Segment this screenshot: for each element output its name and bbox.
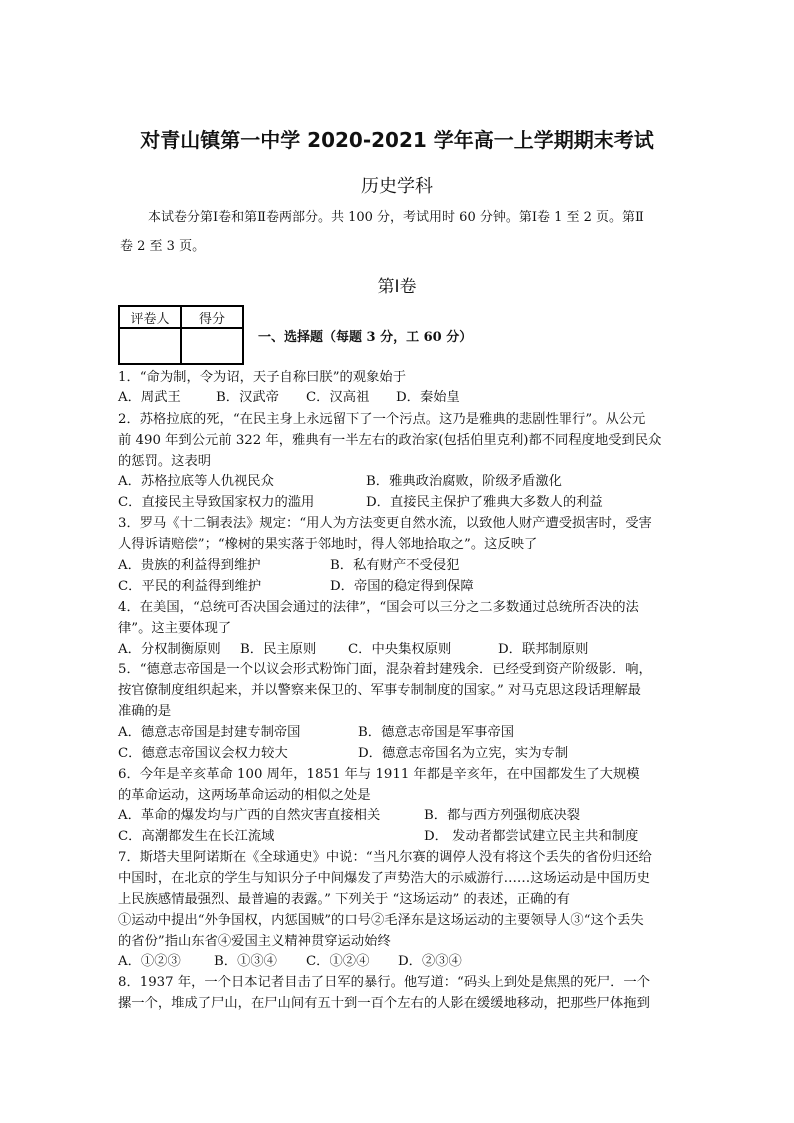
option-b: B．汉武帝 bbox=[216, 390, 279, 405]
option-d: D．联邦制原则 bbox=[498, 642, 589, 657]
question-line: 4．在美国，“总统可否决国会通过的法律”，“国会可以三分之二多数通过总统所否决的法 bbox=[118, 600, 639, 615]
option-a: A．德意志帝国是封建专制帝国 bbox=[118, 725, 301, 740]
option-c: C．平民的利益得到维护 bbox=[118, 579, 262, 594]
option-d: D．秦始皇 bbox=[396, 390, 460, 405]
option-a: A．分权制衡原则 bbox=[118, 642, 221, 657]
option-a: A．革命的爆发均与广西的自然灾害直接相关 bbox=[118, 808, 381, 823]
option-b: B．德意志帝国是军事帝国 bbox=[358, 725, 515, 740]
option-d: D．②③④ bbox=[398, 954, 462, 969]
option-c: C．汉高祖 bbox=[306, 390, 370, 405]
option-c: C．中央集权原则 bbox=[348, 642, 452, 657]
question-line: 5．“德意志帝国是一个以议会形式粉饰门面，混杂着封建残余．已经受到资产阶级影．响， bbox=[118, 662, 652, 677]
option-d: D． 发动者都尝试建立民主共和制度 bbox=[424, 829, 639, 844]
option-d: D．直接民主保护了雅典大多数人的利益 bbox=[366, 495, 603, 510]
option-a: A．周武王 bbox=[118, 390, 181, 405]
option-a: A．①②③ bbox=[118, 954, 181, 969]
subject-title: 历史学科 bbox=[361, 176, 433, 197]
exam-title: 对青山镇第一中学 2020-2021 学年高一上学期期末考试 bbox=[140, 128, 654, 152]
score-header: 得分 bbox=[181, 306, 243, 328]
option-c: C．①②④ bbox=[306, 954, 370, 969]
question-line: 1．“命为制，令为诏，天子自称曰朕”的观象始于 bbox=[118, 370, 406, 385]
volume-title: 第Ⅰ卷 bbox=[377, 277, 417, 297]
question-line: 摞一个，堆成了尸山，在尸山间有五十到一百个左右的人影在缓缓地移动，把那些尸体拖到 bbox=[118, 996, 650, 1011]
question-line: 8．1937 年，一个日本记者目击了日军的暴行。他写道：“码头上到处是焦黑的死尸．一个 bbox=[118, 975, 651, 990]
question-line: 的省份”指山东省④爱国主义精神贯穿运动始终 bbox=[118, 934, 391, 949]
question-line: 律”。这主要体现了 bbox=[118, 621, 232, 636]
question-line: 的惩罚。这表明 bbox=[118, 454, 212, 469]
option-b: B．民主原则 bbox=[240, 642, 317, 657]
option-d: D．帝国的稳定得到保障 bbox=[330, 579, 474, 594]
section-title: 一、选择题（每题 3 分，工 60 分） bbox=[258, 330, 473, 345]
option-c: C．高潮都发生在长江流域 bbox=[118, 829, 275, 844]
score-cell[interactable] bbox=[181, 328, 243, 364]
reviewer-header: 评卷人 bbox=[119, 306, 181, 328]
option-c: C．德意志帝国议会权力较大 bbox=[118, 746, 288, 761]
option-b: B．私有财产不受侵犯 bbox=[330, 558, 460, 573]
question-line: ①运动中提出“外争国权，内惩国贼”的口号②毛泽东是这场运动的主要领导人③“这个丢失 bbox=[118, 913, 644, 928]
option-b: B．都与西方列强彻底决裂 bbox=[424, 808, 581, 823]
intro-line-1: 本试卷分第Ⅰ卷和第Ⅱ卷两部分。共 100 分，考试用时 60 分钟。第Ⅰ卷 1 至 2 页。第Ⅱ bbox=[148, 210, 644, 225]
question-line: 前 490 年到公元前 322 年，雅典有一半左右的政治家(包括伯里克利)都不同程度地受到民众 bbox=[118, 433, 662, 448]
question-line: 人得诉请赔偿”；“橡树的果实落于邻地时，得人邻地拾取之”。这反映了 bbox=[118, 537, 538, 552]
question-line: 中国时，在北京的学生与知识分子中间爆发了声势浩大的示威游行……这场运动是中国历史 bbox=[118, 871, 650, 886]
question-line: 上民族感情最强烈、最普遍的表露。” 下列关于 “这场运动” 的表述，正确的有 bbox=[118, 892, 570, 907]
option-b: B．雅典政治腐败，阶级矛盾激化 bbox=[366, 474, 562, 489]
intro-line-2: 卷 2 至 3 页。 bbox=[120, 239, 206, 254]
score-table bbox=[118, 305, 244, 365]
option-b: B．①③④ bbox=[214, 954, 277, 969]
reviewer-cell[interactable] bbox=[119, 328, 181, 364]
option-c: C．直接民主导致国家权力的滥用 bbox=[118, 495, 315, 510]
question-line: 3．罗马《十二铜表法》规定：“用人为方法变更自然水流，以致他人财产遭受损害时，受害 bbox=[118, 516, 652, 531]
option-d: D．德意志帝国名为立宪，实为专制 bbox=[358, 746, 569, 761]
question-line: 的革命运动，这两场革命运动的相似之处是 bbox=[118, 788, 371, 803]
option-a: A．贵族的利益得到维护 bbox=[118, 558, 261, 573]
question-line: 按官僚制度组织起来，并以警察来保卫的、军事专制制度的国家。” 对马克思这段话理解最 bbox=[118, 683, 641, 698]
question-line: 2．苏格拉底的死，“在民主身上永远留下了一个污点。这乃是雅典的悲剧性罪行”。从公元 bbox=[118, 412, 646, 427]
question-line: 准确的是 bbox=[118, 704, 172, 719]
question-line: 7．斯塔夫里阿诺斯在《全球通史》中说：“当凡尔赛的调停人没有将这个丢失的省份归还给 bbox=[118, 850, 652, 865]
question-line: 6．今年是辛亥革命 100 周年，1851 年与 1911 年都是辛亥年，在中国都发生了大规模 bbox=[118, 767, 640, 782]
option-a: A．苏格拉底等人仇视民众 bbox=[118, 474, 274, 489]
